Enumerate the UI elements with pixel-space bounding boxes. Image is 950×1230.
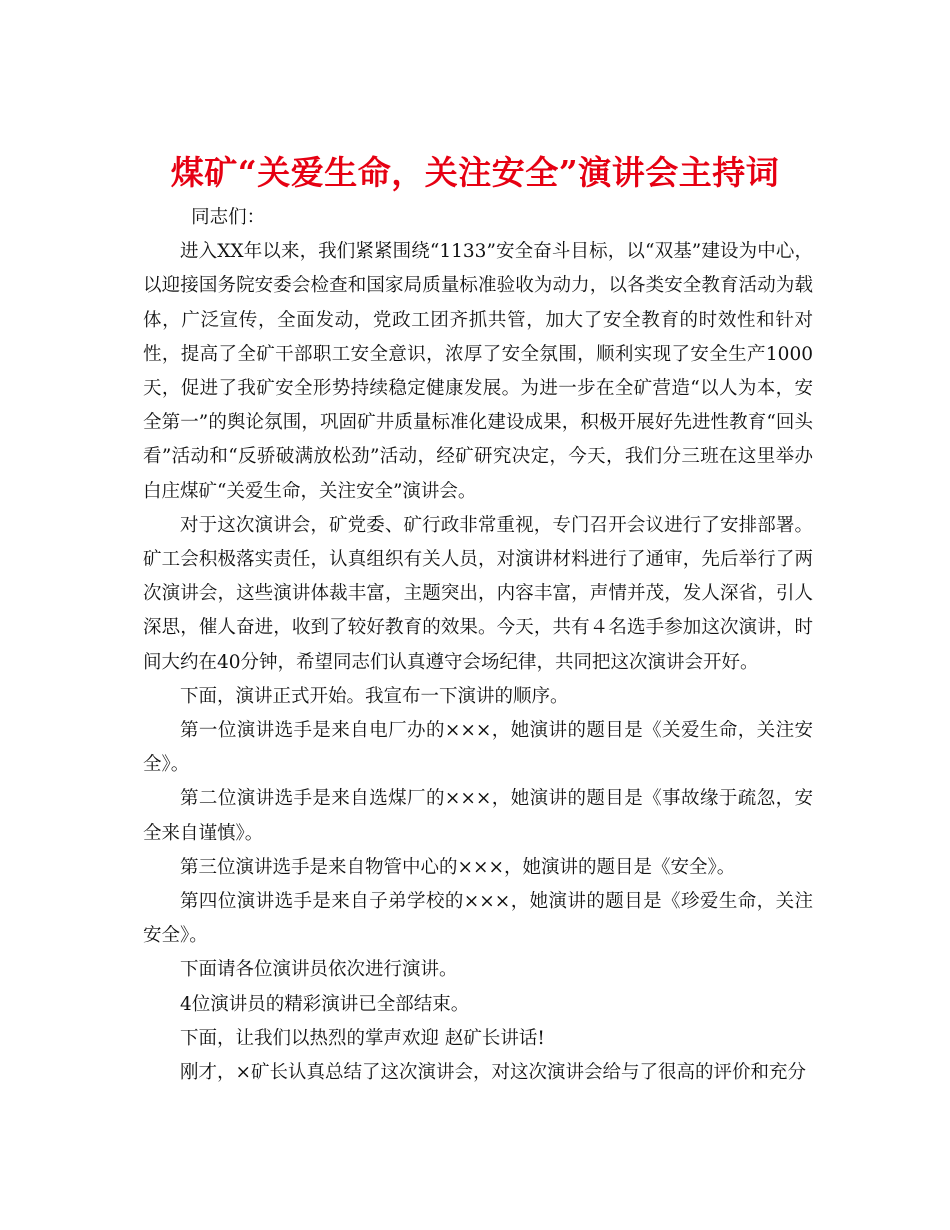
speaker-4-paragraph: 第四位演讲选手是来自子弟学校的×××，她演讲的题目是《珍爱生命，关注安全》。 [143,891,813,947]
speaker-2-paragraph: 第二位演讲选手是来自选煤厂的×××，她演讲的题目是《事故缘于疏忽，安全来自谨慎》。 [143,788,813,844]
welcome-speech-paragraph: 下面，让我们以热烈的掌声欢迎 赵矿长讲话! [180,1027,545,1049]
speeches-ended-paragraph: 4位演讲员的精彩演讲已全部结束。 [180,993,470,1015]
speaker-1-paragraph: 第一位演讲选手是来自电厂办的×××，她演讲的题目是《关爱生命，关注安全》。 [143,720,813,776]
document-title: 煤矿“关爱生命，关注安全”演讲会主持词 [170,153,780,193]
document-body [143,201,813,1090]
begin-speeches-paragraph: 下面请各位演讲员依次进行演讲。 [180,959,458,981]
greeting-paragraph: 同志们： [191,207,266,228]
start-announcement-paragraph: 下面，演讲正式开始。我宣布一下演讲的顺序。 [180,685,569,707]
closing-paragraph: 刚才，×矿长认真总结了这次演讲会，对这次演讲会给与了很高的评价和充分 [180,1062,807,1084]
organization-paragraph: 对于这次演讲会，矿党委、矿行政非常重视，专门召开会议进行了安排部署。矿工会积极落实责任，认真组织有关人员，对演讲材料进行了通审，先后举行了两次演讲会，这些演讲体裁丰富，主题突出，内容丰富，声情并茂，发人深省，引人深思，催人奋进，收到了较好教育的效果。今天，共有４名选手参加这次演讲，时间大约在40分钟，希望同志们认真遵守会场纪律，共同把这次演讲会开好。 [143,514,813,673]
speaker-3-paragraph: 第三位演讲选手是来自物管中心的×××，她演讲的题目是《安全》。 [180,856,736,878]
intro-paragraph: 进入XX年以来，我们紧紧围绕“1133”安全奋斗目标，以“双基”建设为中心，以迎接国务院安委会检查和国家局质量标准验收为动力，以各类安全教育活动为载体，广泛宣传，全面发动，党政工团齐抓共管，加大了安全教育的时效性和针对性，提高了全矿干部职工安全意识，浓厚了安全氛围，顺利实现了安全生产1000天，促进了我矿安全形势持续稳定健康发展。为进一步在全矿营造“以人为本，安全第一”的舆论氛围，巩固矿井质量标准化建设成果，积极开展好先进性教育“回头看”活动和“反骄破满放松劲”活动，经矿研究决定，今天，我们分三班在这里举办白庄煤矿“关爱生命，关注安全”演讲会。 [143,241,813,502]
